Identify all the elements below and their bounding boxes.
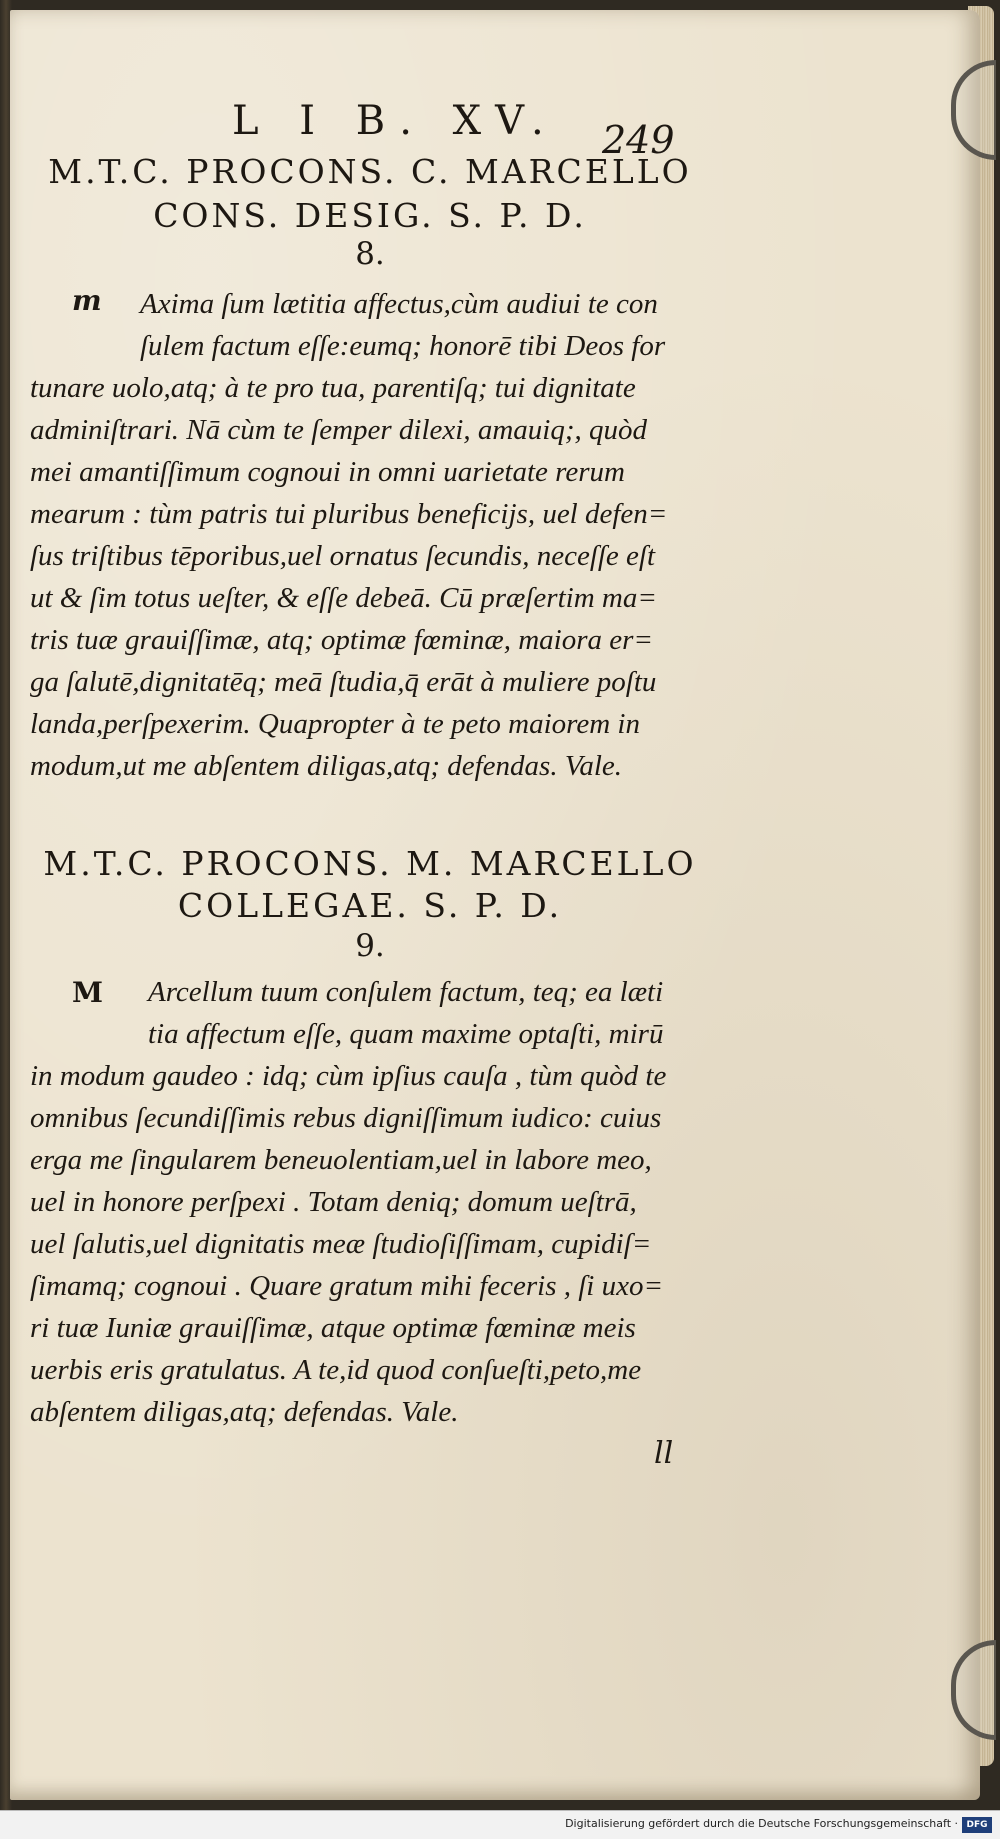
running-head: L I B. XV.: [232, 98, 558, 144]
catchword: ll: [654, 1436, 674, 1471]
body-line: ſus triſtibus tēporibus,uel ornatus ſecundis, neceſſe eſt: [30, 540, 656, 572]
body-line: tunare uolo,atq; à te pro tua, parentiſq; tui dignitate: [30, 372, 636, 404]
body-line: Axima ſum lætitia affectus,cùm audiui te con: [140, 288, 658, 320]
body-line: uerbis eris gratulatus. A te,id quod conſueſti,peto,me: [30, 1354, 642, 1386]
page-number: 249: [602, 118, 675, 162]
body-line: adminiſtrari. Nā cùm te ſemper dilexi, amauiq;, quòd: [30, 414, 647, 446]
body-line: in modum gaudeo : idq; cùm ipſius cauſa , tùm quòd te: [30, 1060, 667, 1092]
letter-heading-line: COLLEGAE. S. P. D.: [177, 886, 563, 925]
body-line: ut & ſim totus ueſter, & eſſe debeā. Cū præſertim ma=: [30, 582, 657, 614]
body-line: tia affectum eſſe, quam maxime optaſti, mirū: [148, 1018, 664, 1050]
body-line: mei amantiſſimum cognoui in omni uarietate rerum: [30, 456, 625, 488]
body-line: abſentem diligas,atq; defendas. Vale.: [30, 1396, 459, 1428]
letter-number: 9.: [355, 928, 385, 964]
body-line: ga ſalutē,dignitatēq; meā ſtudia,q̄ erāt à muliere poſtu: [30, 666, 657, 698]
body-line: mearum : tùm patris tui pluribus beneficijs, uel defen=: [30, 498, 668, 530]
body-line: ſimamq; cognoui . Quare gratum mihi feceris , ſi uxo=: [30, 1270, 664, 1302]
letter-heading-line: M.T.C. PROCONS. C. MARCELLO: [48, 152, 692, 191]
initial-letter: M: [72, 976, 103, 1009]
letter-heading-line: CONS. DESIG. S. P. D.: [153, 196, 587, 235]
footer-bar: [0, 1810, 1000, 1839]
body-line: Arcellum tuum conſulem factum, teq; ea læti: [148, 976, 664, 1008]
body-line: landa,perſpexerim. Quapropter à te peto maiorem in: [30, 708, 640, 740]
body-line: ri tuæ Iuniæ grauiſſimæ, atque optimæ fœminæ meis: [30, 1312, 636, 1344]
body-line: omnibus ſecundiſſimis rebus digniſſimum iudico: cuius: [30, 1102, 662, 1134]
footer-credit: Digitalisierung gefördert durch die Deutsche Forschungsgemeinschaft ·: [565, 1817, 958, 1830]
initial-letter: m: [72, 284, 102, 317]
letter-number: 8.: [355, 236, 385, 272]
body-line: erga me ſingularem beneuolentiam,uel in labore meo,: [30, 1144, 652, 1176]
body-line: uel in honore perſpexi . Totam deniq; domum ueſtrā,: [30, 1186, 637, 1218]
dfg-logo: DFG: [962, 1817, 992, 1833]
body-line: uel ſalutis,uel dignitatis meæ ſtudioſiſſimam, cupidiſ=: [30, 1228, 652, 1260]
body-line: ſulem factum eſſe:eumq; honorē tibi Deos for: [140, 330, 666, 362]
body-line: tris tuæ grauiſſimæ, atq; optimæ fœminæ, maiora er=: [30, 624, 654, 656]
body-line: modum,ut me abſentem diligas,atq; defendas. Vale.: [30, 750, 622, 782]
letter-heading-line: M.T.C. PROCONS. M. MARCELLO: [43, 844, 697, 883]
